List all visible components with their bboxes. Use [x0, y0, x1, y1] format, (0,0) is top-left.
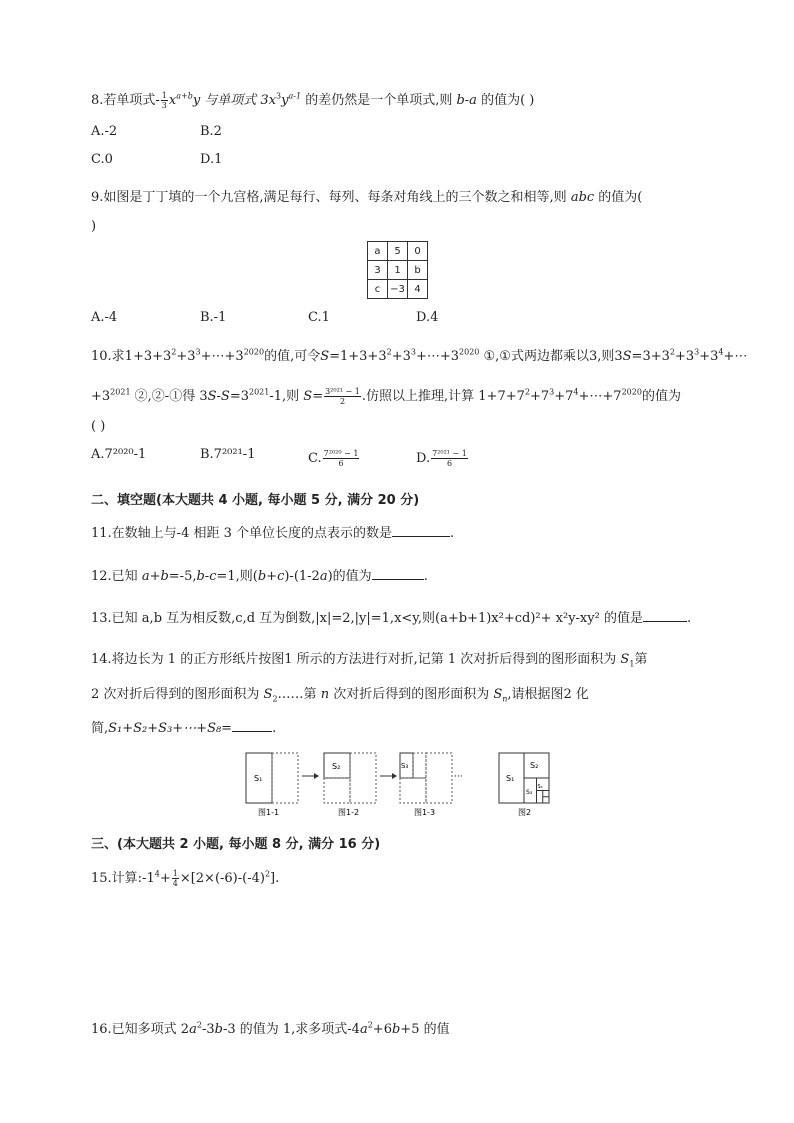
q9-stem: 9.如图是丁丁填的一个九宫格,满足每行、每列、每条对角线上的三个数之和相等,则 abc 的值为(: [91, 190, 643, 205]
grid-cell: 4: [408, 280, 428, 299]
q9-stem-end: ): [91, 219, 97, 234]
q9-option-a: A.-4: [91, 310, 118, 325]
fig-caption: 图2: [518, 808, 532, 817]
ellipsis: ···: [454, 772, 463, 782]
grid-cell: c: [368, 280, 388, 299]
answer-blank[interactable]: [643, 609, 687, 622]
grid-cell: a: [368, 242, 388, 261]
answer-blank[interactable]: [372, 567, 424, 580]
q8-option-b: B.2: [200, 124, 222, 139]
s4-label: S₄: [537, 784, 543, 790]
q10-option-b: B.7²⁰²¹-1: [200, 447, 256, 462]
q8-option-a: A.-2: [91, 124, 118, 139]
q13: 13.已知 a,b 互为相反数,c,d 互为倒数,|x|=2,|y|=1,x<y,则(a+b+1)x²+cd)²+ x²y-xy² 的值是 .: [91, 611, 692, 626]
q11: 11.在数轴上与-4 相距 3 个单位长度的点表示的数是 .: [91, 526, 455, 541]
q14-line3: 简,S₁+S₂+S₃+⋯+S₈= .: [91, 721, 277, 736]
answer-blank[interactable]: [392, 524, 450, 537]
grid-cell: 3: [368, 261, 388, 280]
nine-grid: [367, 241, 428, 299]
grid-cell: −3: [388, 280, 408, 299]
q10-line2: $+3^{2021}$ ②,②-①得 $3S-S=3^{2021}-1$,则 S= $\frac{\text{3²⁰²¹ − 1}}{2}$ .仿照以上推理,计算 $1+7+7^2+7^3+7^4+\cdots+7^{2020}$的值为: [91, 387, 681, 406]
q15: 15.计算$:-1^4+$ $\frac{1}{4}$ $\times[2\times(-6)-(-4)^2]$.: [91, 869, 280, 888]
s1-label: S₁: [254, 774, 263, 783]
q10-option-c: C. $\frac{\text{7²⁰²⁰ − 1}}{6}$: [308, 449, 359, 468]
s2-label: S₂: [530, 761, 539, 770]
fraction: $\frac{1}{3}$: [161, 91, 167, 110]
q16: 16.已知多项式 $2a^2-3b-3$ 的值为 1,求多项式$-4a^2+6b+5$ 的值: [91, 1020, 450, 1037]
q8-option-c: C.0: [91, 152, 113, 167]
fig-caption: 图1-3: [414, 808, 436, 817]
fig-caption: 图1-2: [338, 808, 360, 817]
fraction: $\frac{\text{3²⁰²¹ − 1}}{2}$: [325, 387, 360, 406]
section-3-heading: 三、(本大题共 2 小题, 每小题 8 分, 满分 16 分): [91, 837, 381, 852]
q9-option-c: C.1: [308, 310, 330, 325]
q10-option-d: D. $\frac{\text{7²⁰²¹ − 1}}{6}$: [416, 449, 467, 468]
q14-line1: 14.将边长为 1 的正方形纸片按图1 所示的方法进行对折,记第 1 次对折后得到的图形面积为 $S_1$第: [91, 652, 648, 669]
answer-blank[interactable]: [232, 719, 272, 732]
s3-label: S₃: [401, 762, 409, 770]
q8-option-d: D.1: [200, 152, 223, 167]
grid-cell: 0: [408, 242, 428, 261]
grid-cell: 5: [388, 242, 408, 261]
q14-line2: 2 次对折后得到的图形面积为 $S_2\dots\dots$第 n 次对折后得到的图形面积为 $S_n$,请根据图2 化: [91, 687, 589, 704]
fig-caption: 图1-1: [258, 808, 280, 817]
q9-option-d: D.4: [416, 310, 439, 325]
fraction: $\frac{1}{4}$: [172, 869, 178, 888]
q10-line1: 10.求$1+3+3^2+3^3+\cdots+3^{2020}$的值,可令$S=1+3+3^2+3^3+\cdots+3^{2020}$ ①,①式两边都乘以3,则$3S=3+3^2+3^3+3^4+\cdots$: [91, 347, 748, 364]
q9-option-b: B.-1: [200, 310, 227, 325]
folding-figure: [240, 748, 560, 820]
s1-label: S₁: [506, 774, 515, 783]
q10-option-a: A.7²⁰²⁰-1: [91, 447, 147, 462]
s3-label: S₃: [526, 789, 533, 796]
q12: 12.已知 a+b=-5,b-c=1,则(b+c)-(1-2a)的值为 .: [91, 569, 428, 584]
grid-cell: b: [408, 261, 428, 280]
section-2-heading: 二、填空题(本大题共 4 小题, 每小题 5 分, 满分 20 分): [91, 493, 420, 508]
grid-cell: 1: [388, 261, 408, 280]
s2-label: S₂: [332, 762, 341, 771]
q8-stem: 8.若单项式- $\frac{1}{3}$ $x^{a+b}y$ 与单项式 $3x^3y^{a-1}$ 的差仍然是一个单项式,则 b-a 的值为( ): [91, 91, 535, 110]
q10-bracket: ( ): [91, 419, 106, 434]
